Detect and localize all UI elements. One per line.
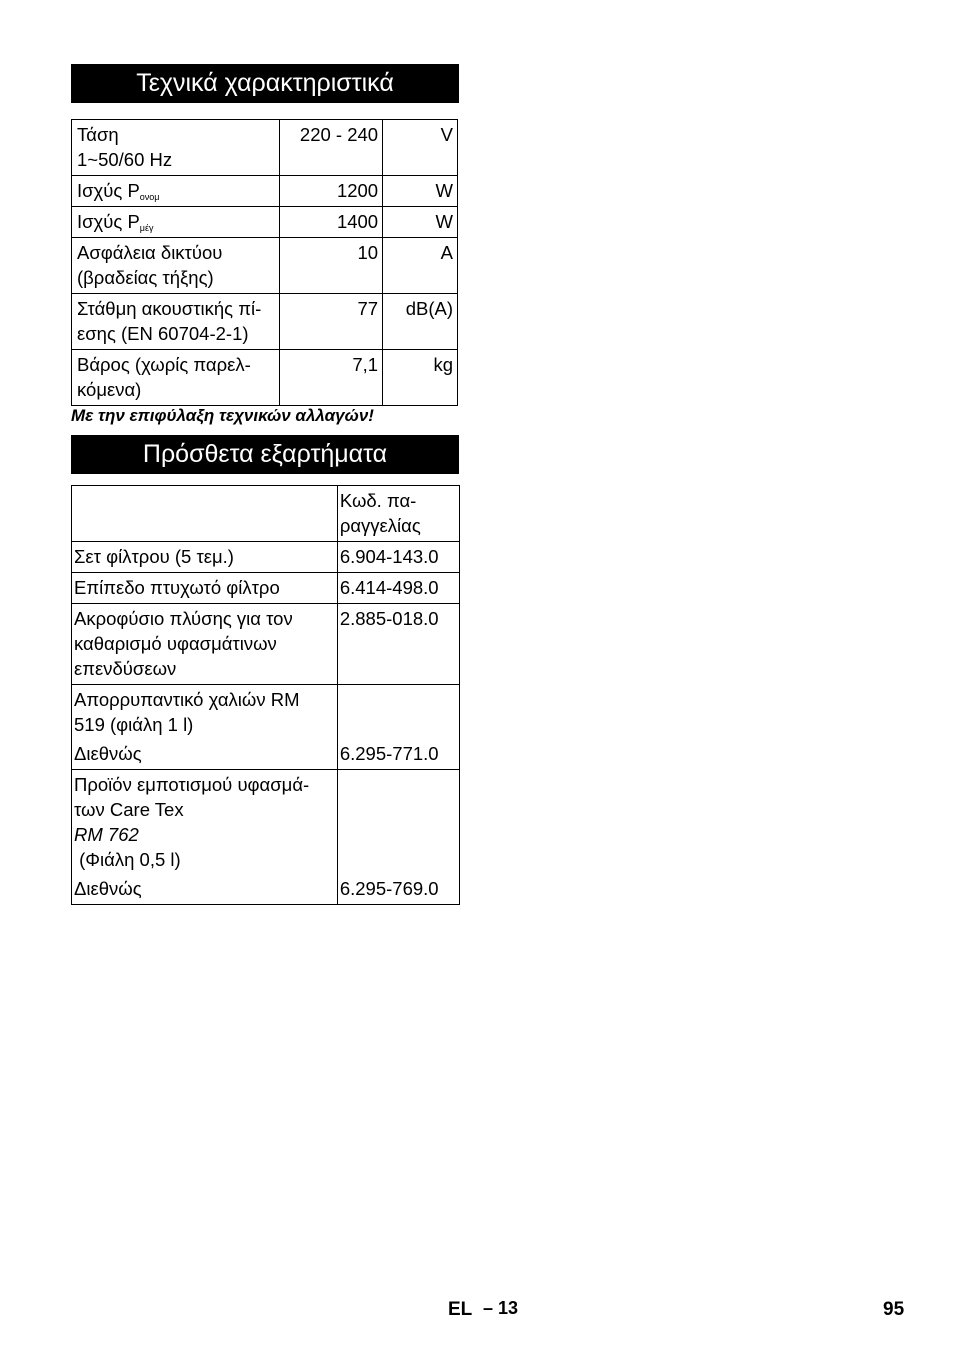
spec-unit: kg [383,350,458,406]
table-row [72,770,460,905]
accessory-name [72,770,338,905]
spec-unit: dB(A) [383,294,458,350]
spec-value: 220 - 240 [280,120,383,176]
accessory-name-line: Προϊόν εμποτισμού υφασμά- [74,774,310,795]
header-order-code [337,486,459,542]
spec-value: 7,1 [280,350,383,406]
spec-label-line: Τάση [77,124,119,145]
spec-unit: V [383,120,458,176]
tech-specs-heading: Τεχνικά χαρακτηριστικά [71,64,459,103]
accessory-name-line: (Φιάλη 0,5 l) [74,849,181,870]
table-row [72,542,460,573]
spec-label-line: κόμενα) [77,379,142,400]
table-row [72,573,460,604]
spec-label [72,207,280,238]
spec-label [72,120,280,176]
spec-value: 1200 [280,176,383,207]
spec-label [72,350,280,406]
footer-section-page: – 13 [483,1298,519,1318]
table-row [72,604,460,685]
accessory-name-line: Ακροφύσιο πλύσης για τον [74,608,293,629]
spec-label-text: Ισχύς P [77,180,140,201]
accessories-table [71,485,460,905]
accessory-name: Επίπεδο πτυχωτό φίλτρο [72,573,338,604]
spec-label-text: Ισχύς P [77,211,140,232]
accessory-code [337,685,459,770]
accessory-name-line: Απορρυπαντικό χαλιών RM [74,689,300,710]
footer-language: EL [448,1299,473,1320]
spec-value: 1400 [280,207,383,238]
accessory-name: Σετ φίλτρου (5 τεμ.) [72,542,338,573]
accessory-code: 6.414-498.0 [337,573,459,604]
spec-unit: W [383,207,458,238]
accessory-name-line: των Care Tex [74,799,184,820]
table-row [72,207,458,238]
table-row [72,120,458,176]
header-empty-cell [72,486,338,542]
spec-label-line: 1~50/60 Hz [77,149,173,170]
table-header-row [72,486,460,542]
spec-label [72,238,280,294]
technical-changes-note: Με την επιφύλαξη τεχνικών αλλαγών! [71,406,374,425]
table-row [72,294,458,350]
spec-value: 77 [280,294,383,350]
header-line: ραγγελίας [339,515,421,536]
spec-label-subscript: μέγ [139,223,154,233]
table-row [72,176,458,207]
accessory-name-line: επενδύσεων [74,658,177,679]
table-row [72,350,458,406]
accessory-name-line: 519 (φιάλη 1 l) [74,714,194,735]
header-line: Κωδ. πα- [339,490,417,511]
accessory-code: 6.904-143.0 [337,542,459,573]
spec-label-line: εσης (EN 60704-2-1) [77,323,249,344]
spec-value: 10 [280,238,383,294]
accessory-name-line: καθαρισμό υφασμάτινων [74,633,277,654]
spec-label-line: Βάρος (χωρίς παρελ- [77,354,251,375]
table-row [72,238,458,294]
accessory-name-line: Διεθνώς [74,743,142,764]
accessory-name-line: RM 762 [74,824,139,845]
accessory-code: 2.885-018.0 [337,604,459,685]
spec-label [72,294,280,350]
accessories-heading: Πρόσθετα εξαρτήματα [71,435,459,474]
spec-unit: A [383,238,458,294]
accessory-code [337,770,459,905]
spec-label-line: (βραδείας τήξης) [77,267,214,288]
accessory-name-line: Διεθνώς [74,878,142,899]
accessory-code-text: 6.295-769.0 [339,878,439,899]
accessory-name [72,604,338,685]
spec-unit: W [383,176,458,207]
accessory-name [72,685,338,770]
tech-specs-table [71,119,458,406]
spec-label-line: Στάθμη ακουστικής πί- [77,298,262,319]
footer-page-number: 95 [883,1299,905,1320]
table-row [72,685,460,770]
spec-label-subscript: ονομ [139,192,160,202]
spec-label-line: Ασφάλεια δικτύου [77,242,223,263]
accessory-code-text: 6.295-771.0 [339,743,439,764]
spec-label [72,176,280,207]
